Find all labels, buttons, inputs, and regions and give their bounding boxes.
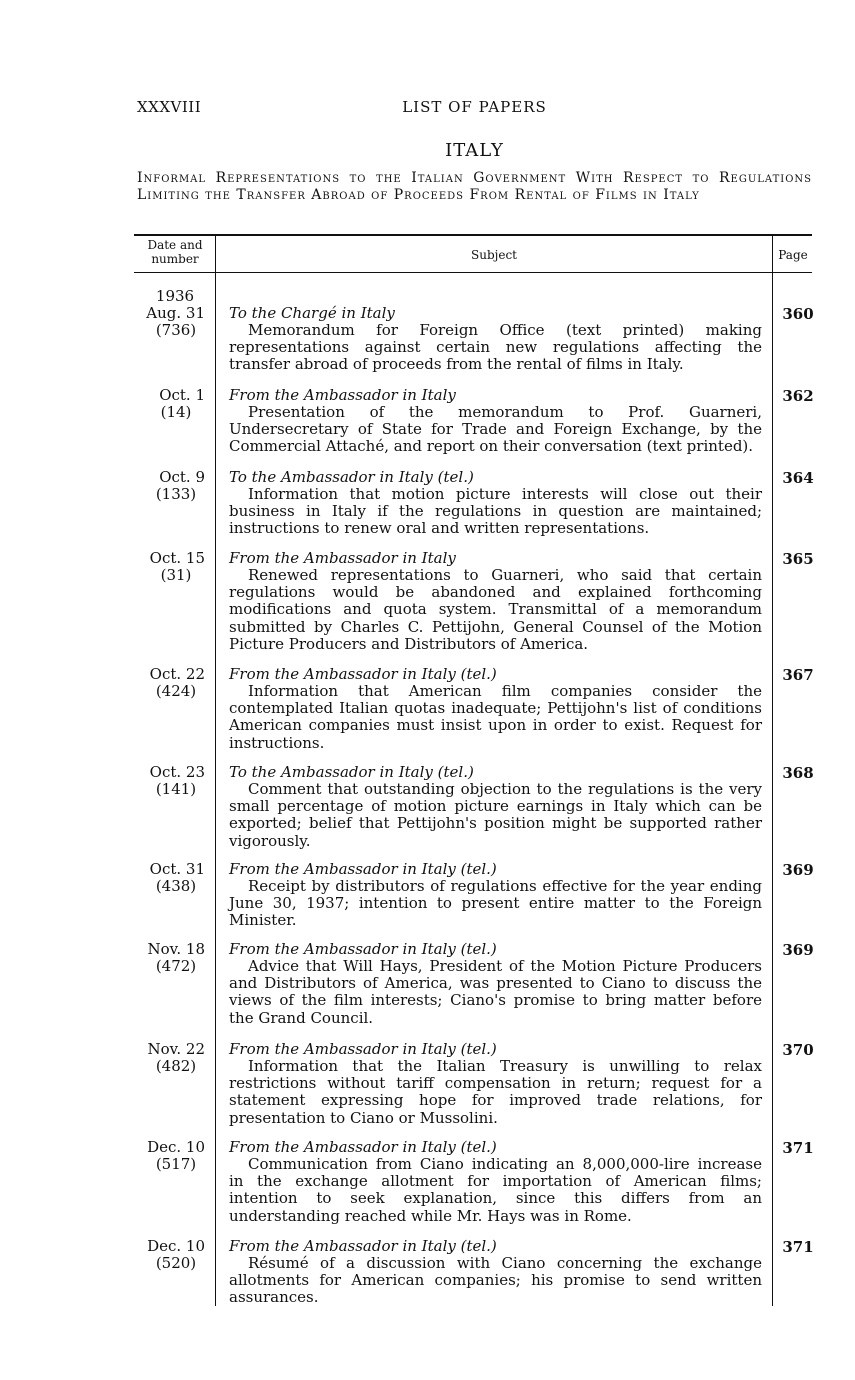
entry-subject: Renewed representations to Guarneri, who said that certain regulations would be abandoned and explained forthcoming modifications and quota system. Transmittal of a memorandum submitted by Charles C. Pettijohn, General Counsel of the Motion Picture Producers and Distributors of America. (229, 566, 762, 653)
entry-number: (482) (155, 1057, 197, 1075)
entry-title: To the Chargé in Italy (229, 304, 395, 322)
entry-title: From the Ambassador in Italy (tel.) (229, 1237, 497, 1255)
entry-date: Oct. 31 (149, 860, 205, 878)
entry-date: Oct. 9 (159, 468, 205, 486)
entry-subject: Information that American film companies consider the contemplated Italian quotas inadequate; Pettijohn's list of conditions American companies must insist upon in order to exist. Request for instructions. (229, 682, 762, 752)
year-label: 1936 (155, 287, 195, 305)
column-divider-date (215, 234, 216, 1306)
entry-date: Oct. 23 (149, 763, 205, 781)
entry-date: Dec. 10 (147, 1138, 205, 1156)
entry-subject: Advice that Will Hays, President of the Motion Picture Producers and Distributors of America, was presented to Ciano to discuss the views of the film interests; Ciano's promise to bring matter before the Grand Council. (229, 957, 762, 1027)
table-header-rule (134, 272, 812, 273)
entry-date: Oct. 15 (149, 549, 205, 567)
column-header-date (136, 238, 214, 266)
entry-page: 362 (782, 387, 814, 405)
entry-subject: Communication from Ciano indicating an 8,000,000-lire increase in the exchange allotment for importation of American films; intention to seek explanation, since this differs from an understanding reached while Mr. Hays was in Rome. (229, 1155, 762, 1225)
entry-date: Dec. 10 (147, 1237, 205, 1255)
entry-number: (424) (155, 682, 197, 700)
entry-subject: Information that motion picture interests will close out their business in Italy if the regulations in question are maintained; instructions to renew oral and written representations. (229, 485, 762, 538)
entry-number: (133) (155, 485, 197, 503)
entry-page: 367 (782, 666, 814, 684)
entry-date: Oct. 22 (149, 665, 205, 683)
entry-subject: Résumé of a discussion with Ciano concerning the exchange allotments for American companies; his promise to send written assurances. (229, 1254, 762, 1307)
running-title: LIST OF PAPERS (402, 98, 547, 116)
entry-number: (472) (155, 957, 197, 975)
entry-page: 365 (782, 550, 814, 568)
column-header-subject: Subject (471, 248, 517, 262)
entry-page: 368 (782, 764, 814, 782)
entry-page: 369 (782, 941, 814, 959)
entry-title: From the Ambassador in Italy (tel.) (229, 940, 497, 958)
entry-number: (736) (155, 321, 197, 339)
entry-page: 371 (782, 1139, 814, 1157)
entry-page: 369 (782, 861, 814, 879)
entry-title: From the Ambassador in Italy (tel.) (229, 860, 497, 878)
entry-number: (141) (155, 780, 197, 798)
entry-subject: Presentation of the memorandum to Prof. Guarneri, Undersecretary of State for Trade and Foreign Exchange, by the Commercial Attaché, and report on their conversation (text printed). (229, 403, 762, 456)
entry-subject: Receipt by distributors of regulations effective for the year ending June 30, 1937; intention to present entire matter to the Foreign Minister. (229, 877, 762, 930)
entry-number: (517) (155, 1155, 197, 1173)
section-heading: Informal Representations to the Italian Government With Respect to Regulations Limiting the Transfer Abroad of Proceeds From Rental of Films in Italy (137, 170, 812, 203)
entry-number: (438) (155, 877, 197, 895)
entry-number: (520) (155, 1254, 197, 1272)
entry-date: Nov. 22 (147, 1040, 205, 1058)
column-header-page: Page (778, 248, 808, 262)
table-top-rule (134, 234, 812, 236)
entry-page: 364 (782, 469, 814, 487)
country-heading: ITALY (445, 140, 504, 161)
entry-title: To the Ambassador in Italy (tel.) (229, 468, 474, 486)
column-header-date-line2: number (151, 252, 199, 266)
entry-number: (31) (160, 566, 192, 584)
entry-title: From the Ambassador in Italy (tel.) (229, 665, 497, 683)
entry-subject: Memorandum for Foreign Office (text printed) making representations against certain new regulations affecting the transfer abroad of proceeds from the rental of films in Italy. (229, 321, 762, 374)
column-header-date-line1: Date and (147, 238, 203, 252)
running-head (137, 98, 812, 120)
entry-date: Nov. 18 (147, 940, 205, 958)
entry-title: From the Ambassador in Italy (229, 549, 456, 567)
entry-title: From the Ambassador in Italy (tel.) (229, 1040, 497, 1058)
entry-subject: Information that the Italian Treasury is unwilling to relax restrictions without tariff compensation in return; request for a statement expressing hope for improved trade relations, for presentation to Ciano or Mussolini. (229, 1057, 762, 1127)
entry-page: 371 (782, 1238, 814, 1256)
entry-page: 370 (782, 1041, 814, 1059)
entry-date: Aug. 31 (146, 304, 205, 322)
entry-subject: Comment that outstanding objection to the regulations is the very small percentage of motion picture earnings in Italy which can be exported; belief that Pettijohn's position might be supported rather vigorously. (229, 780, 762, 850)
entry-page: 360 (782, 305, 814, 323)
page-number-roman: XXXVIII (137, 98, 202, 116)
entry-number: (14) (160, 403, 192, 421)
entry-title: From the Ambassador in Italy (tel.) (229, 1138, 497, 1156)
entry-title: From the Ambassador in Italy (229, 386, 456, 404)
entry-date: Oct. 1 (159, 386, 205, 404)
entry-title: To the Ambassador in Italy (tel.) (229, 763, 474, 781)
